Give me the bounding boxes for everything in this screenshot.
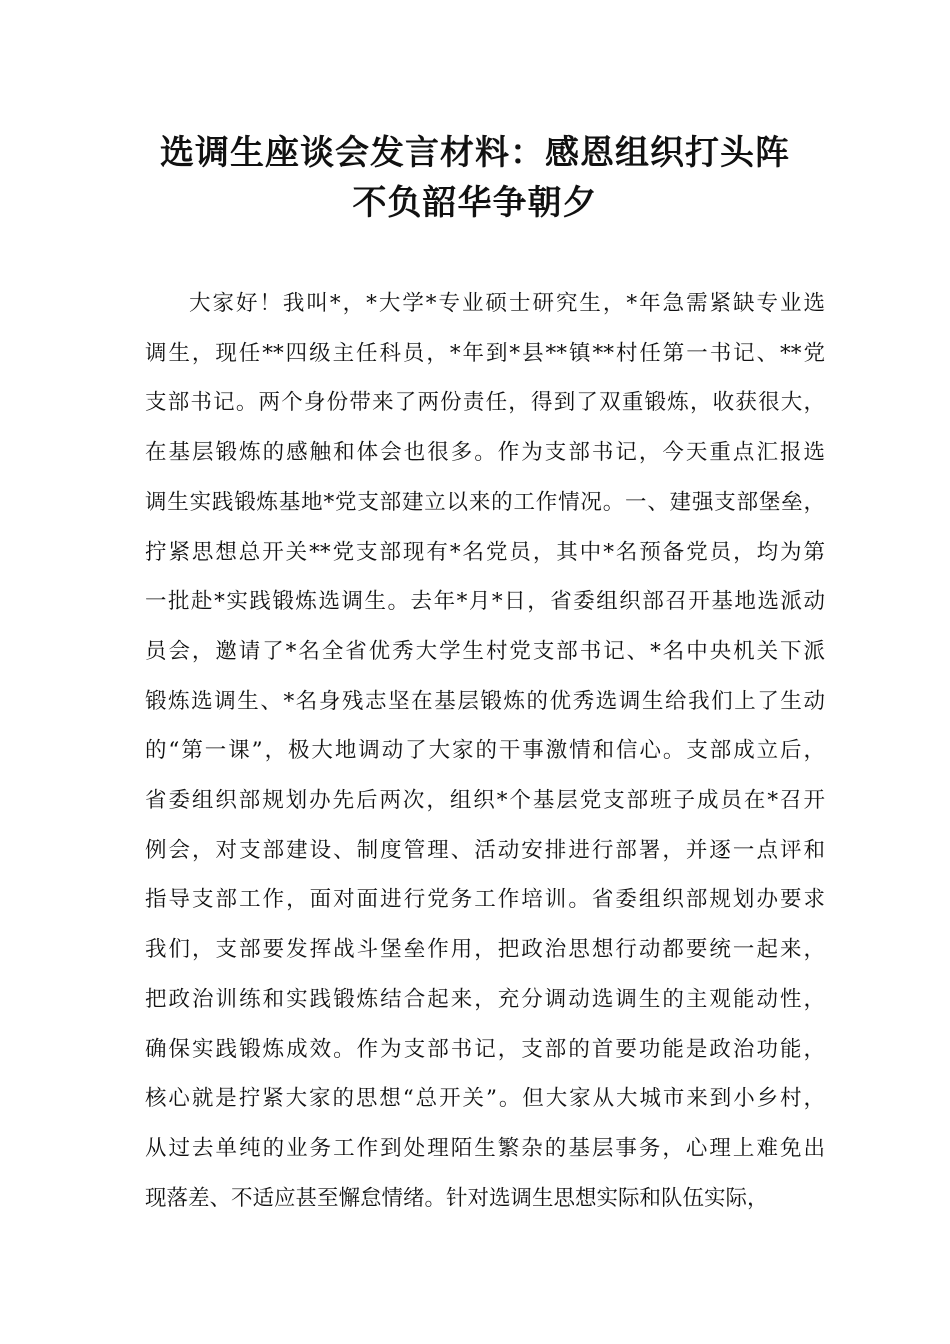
- body-line: 锻炼选调生、*名身残志坚在基层锻炼的优秀选调生给我们上了生动: [145, 688, 825, 714]
- body-line: 一批赴*实践锻炼选调生。去年*月*日，省委组织部召开基地选派动: [145, 589, 825, 615]
- body-line: 调生，现任**四级主任科员，*年到*县**镇**村任第一书记、**党: [145, 340, 825, 366]
- body-line: 大家好！我叫*，*大学*专业硕士研究生，*年急需紧缺专业选: [189, 291, 825, 316]
- body-line: 指导支部工作，面对面进行党务工作培训。省委组织部规划办要求: [145, 887, 825, 913]
- body-line: 员会，邀请了*名全省优秀大学生村党支部书记、*名中央机关下派: [145, 638, 825, 664]
- document-title: [0, 128, 950, 228]
- body-line: 调生实践锻炼基地*党支部建立以来的工作情况。一、建强支部堡垒，: [145, 489, 825, 515]
- title-line-1: 选调生座谈会发言材料：感恩组织打头阵: [160, 133, 790, 173]
- body-line: 把政治训练和实践锻炼结合起来，充分调动选调生的主观能动性，: [145, 986, 825, 1012]
- body-line: 支部书记。两个身份带来了两份责任，得到了双重锻炼，收获很大，: [145, 390, 825, 416]
- body-line: 核心就是拧紧大家的思想“总开关”。但大家从大城市来到小乡村，: [145, 1086, 825, 1112]
- body-line: 例会，对支部建设、制度管理、活动安排进行部署，并逐一点评和: [145, 837, 825, 863]
- body-line: 现落差、不适应甚至懈怠情绪。针对选调生思想实际和队伍实际，: [145, 1185, 769, 1211]
- body-line: 省委组织部规划办先后两次，组织*个基层党支部班子成员在*召开: [145, 788, 825, 814]
- body-line: 确保实践锻炼成效。作为支部书记，支部的首要功能是政治功能，: [145, 1036, 825, 1062]
- body-line: 我们，支部要发挥战斗堡垒作用，把政治思想行动都要统一起来，: [145, 937, 825, 963]
- body-line: 在基层锻炼的感触和体会也很多。作为支部书记，今天重点汇报选: [145, 440, 825, 466]
- title-line-2: 不负韶华争朝夕: [352, 183, 598, 223]
- body-line: 的“第一课”，极大地调动了大家的干事激情和信心。支部成立后，: [145, 738, 825, 764]
- body-paragraph: [145, 279, 825, 1223]
- body-line: 从过去单纯的业务工作到处理陌生繁杂的基层事务，心理上难免出: [145, 1135, 825, 1161]
- body-line: 拧紧思想总开关**党支部现有*名党员，其中*名预备党员，均为第: [145, 539, 825, 565]
